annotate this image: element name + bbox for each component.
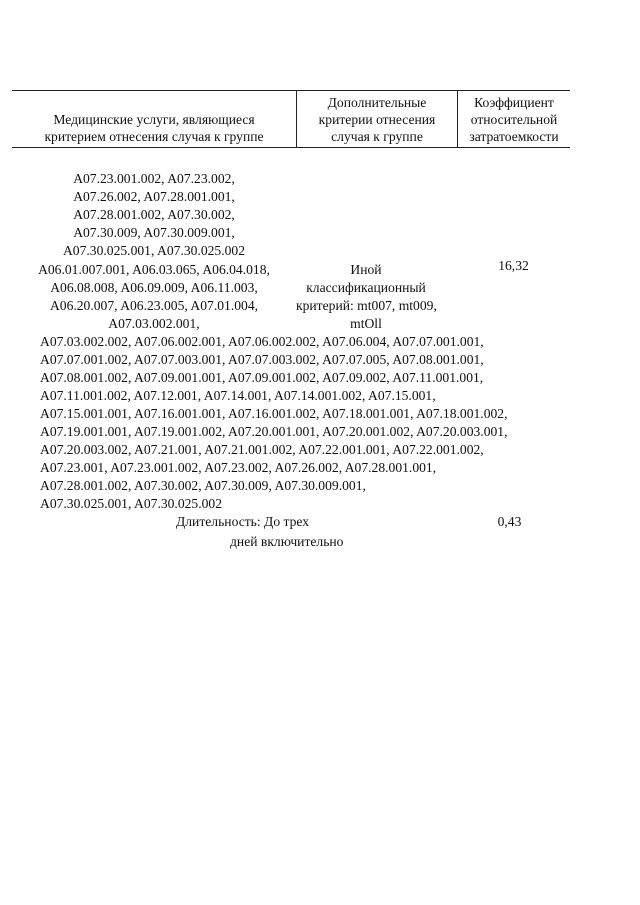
service-line: A06.01.007.001, A06.03.065, A06.04.018,: [38, 262, 270, 277]
service-line: A07.03.002.002, A07.06.002.001, A07.06.002.002, A07.06.004, A07.07.001.001,: [40, 334, 484, 349]
header-coefficient: [457, 91, 570, 147]
service-line: A07.30.009, A07.30.009.001,: [73, 225, 235, 240]
header-criteria-line: случая к группе: [331, 129, 423, 144]
duration-text: Длительность: До трех: [176, 514, 310, 529]
service-line: A07.19.001.001, A07.19.001.002, A07.20.001.001, A07.20.001.002, A07.20.003.001,: [40, 424, 508, 439]
criteria-line: критерий: mt007, mt009,: [296, 298, 437, 313]
duration-criterion-line-1: [176, 513, 309, 531]
service-line: A07.07.001.002, A07.07.003.001, A07.07.003.002, A07.07.005, A07.08.001.001,: [40, 352, 484, 367]
coefficient-value: [453, 513, 566, 531]
service-line: A06.20.007, A06.23.005, A07.01.004,: [49, 298, 259, 313]
header-services-line: критерием отнесения случая к группе: [44, 129, 264, 144]
service-line: A07.23.001, A07.23.001.002, A07.23.002, A07.26.002, A07.28.001.001,: [40, 460, 437, 475]
header-criteria: [296, 91, 457, 147]
service-line: A06.08.008, A06.09.009, A06.11.003,: [50, 280, 258, 295]
services-block-3: [40, 333, 580, 513]
duration-criterion-line-2: [230, 533, 343, 551]
header-criteria-line: Дополнительные: [327, 95, 427, 110]
table-header: [12, 90, 570, 148]
service-line: A07.08.001.002, A07.09.001.001, A07.09.001.002, A07.09.002, A07.11.001.001,: [40, 370, 484, 385]
service-line: A07.28.001.002, A07.30.002, A07.30.009, A07.30.009.001,: [40, 478, 366, 493]
header-services: [12, 91, 296, 147]
services-block-1: [12, 170, 296, 260]
service-line: A07.15.001.001, A07.16.001.001, A07.16.001.002, A07.18.001.001, A07.18.001.002,: [40, 406, 508, 421]
service-line: A07.03.002.001,: [108, 316, 200, 331]
duration-text: дней включительно: [230, 534, 344, 549]
services-block-2: [12, 261, 296, 333]
header-coefficient-line: Коэффициент: [474, 95, 554, 110]
coefficient-value: [457, 257, 570, 275]
service-line: A07.11.001.002, A07.12.001, A07.14.001, A07.14.001.002, A07.15.001,: [40, 388, 436, 403]
service-line: A07.30.025.001, A07.30.025.002: [40, 496, 223, 511]
additional-criteria: [296, 261, 436, 333]
service-line: A07.23.001.002, A07.23.002,: [73, 171, 235, 186]
header-services-line: Медицинские услуги, являющиеся: [53, 112, 255, 127]
header-coefficient-line: относительной: [470, 112, 558, 127]
service-line: A07.30.025.001, A07.30.025.002: [62, 243, 245, 258]
criteria-line: mtOll: [350, 316, 382, 331]
criteria-line: классификационный: [306, 280, 426, 295]
header-coefficient-line: затратоемкости: [469, 129, 559, 144]
criteria-line: Иной: [350, 262, 382, 277]
service-line: A07.20.003.002, A07.21.001, A07.21.001.002, A07.22.001.001, A07.22.001.002,: [40, 442, 484, 457]
service-line: A07.26.002, A07.28.001.001,: [73, 189, 235, 204]
coefficient-text: 0,43: [497, 514, 522, 529]
service-line: A07.28.001.002, A07.30.002,: [73, 207, 235, 222]
coefficient-text: 16,32: [498, 258, 529, 273]
header-criteria-line: критерии отнесения: [318, 112, 436, 127]
